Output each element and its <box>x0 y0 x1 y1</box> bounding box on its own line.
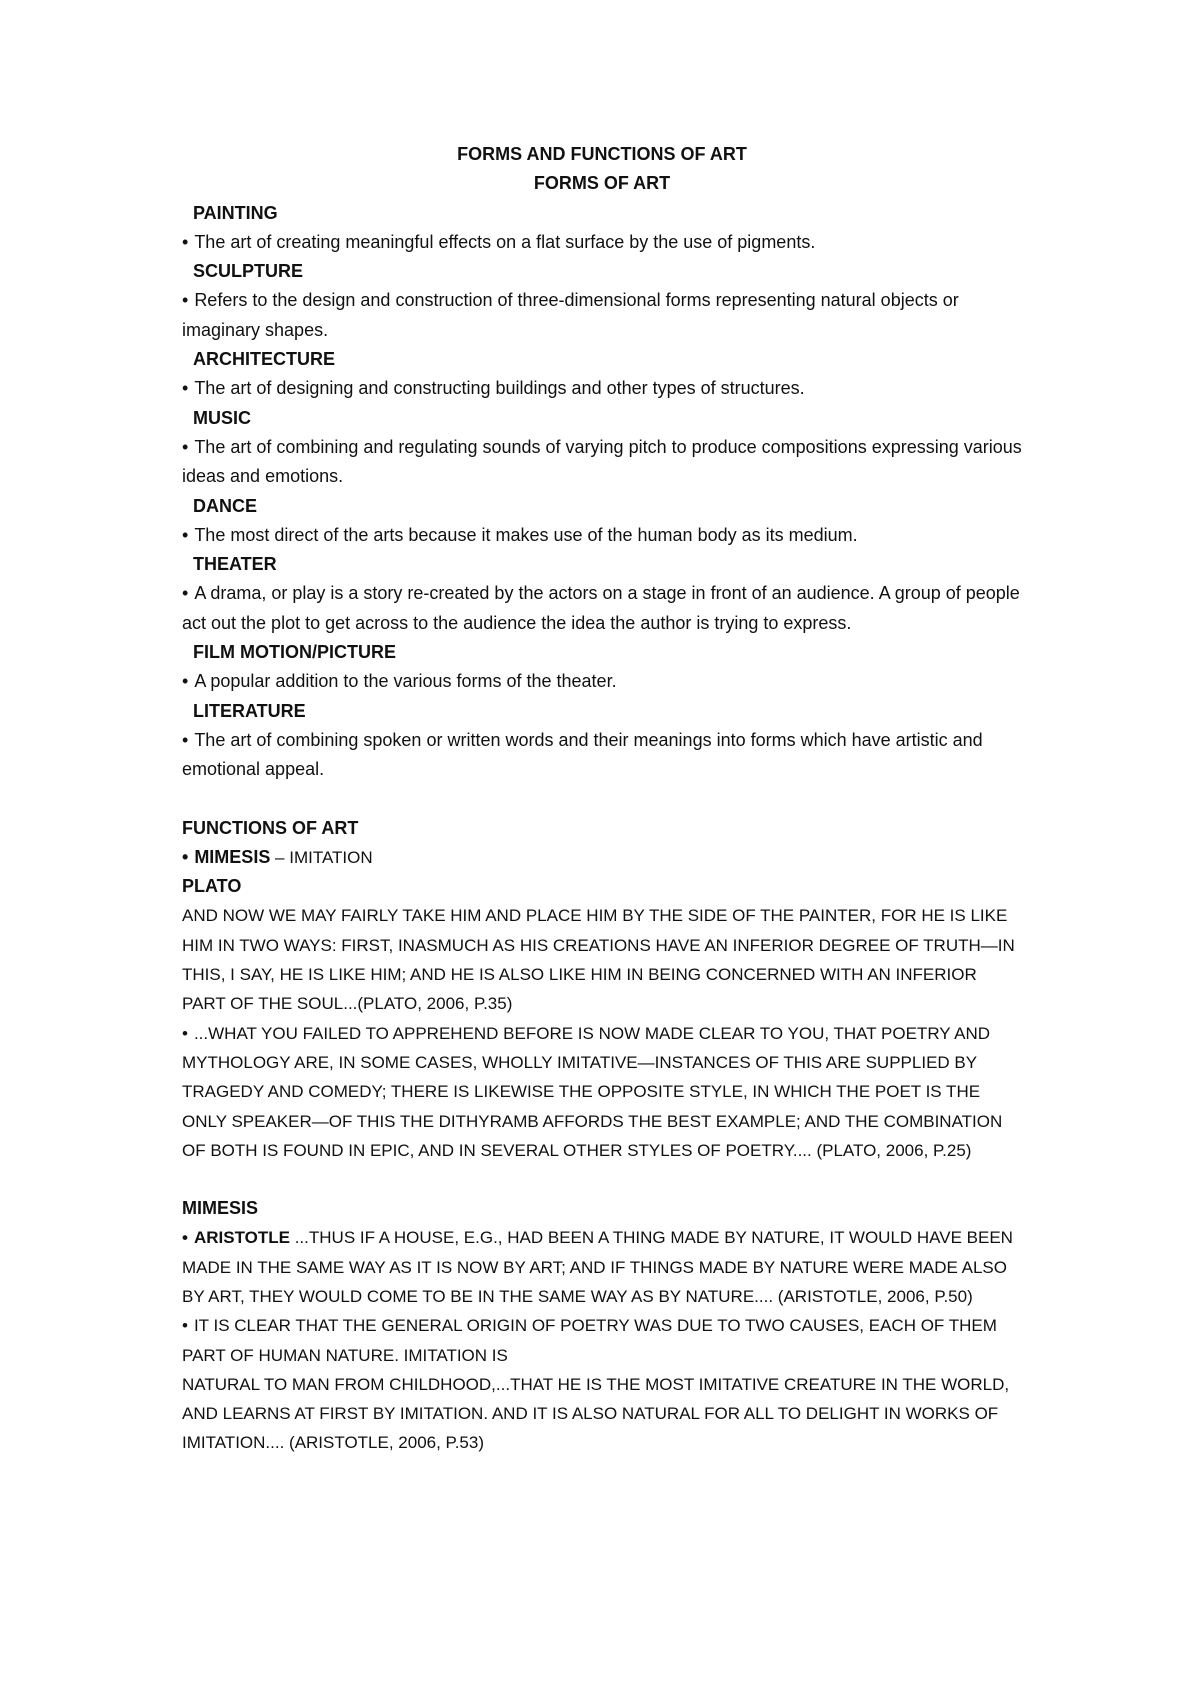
functions-heading: FUNCTIONS OF ART <box>182 817 359 838</box>
form-heading-architecture: ARCHITECTURE <box>193 349 335 370</box>
bullet-icon: • <box>182 524 189 545</box>
forms-list <box>182 199 1022 785</box>
form-text-film: • A popular addition to the various forms of the theater. <box>182 671 617 692</box>
mimesis-label: MIMESIS <box>194 846 271 867</box>
form-text-dance: • The most direct of the arts because it makes use of the human body as its medium. <box>182 524 858 545</box>
form-text-painting: • The art of creating meaningful effects on a flat surface by the use of pigments. <box>182 231 816 252</box>
form-heading-theater: THEATER <box>193 554 277 575</box>
bullet-icon: • <box>182 231 189 252</box>
aristotle-quote-2a: • IT IS CLEAR THAT THE GENERAL ORIGIN OF POETRY WAS DUE TO TWO CAUSES, EACH OF THEM PART OF HUMAN NATURE. IMITATION IS <box>182 1316 997 1365</box>
mimesis-line <box>182 843 1022 872</box>
document-title: FORMS AND FUNCTIONS OF ART <box>457 144 747 164</box>
bullet-icon: • <box>182 436 189 457</box>
bullet-icon: • <box>182 583 189 604</box>
form-text-theater: • A drama, or play is a story re-created by the actors on a stage in front of an audience. A group of people act out the plot to get across to the audience the idea the author is trying to express. <box>182 583 1020 633</box>
bullet-icon: • <box>182 290 189 311</box>
bullet-icon: • <box>182 846 189 867</box>
bullet-icon: • <box>182 671 189 692</box>
mimesis-heading: MIMESIS <box>182 1198 259 1219</box>
form-text-sculpture: • Refers to the design and construction of three-dimensional forms representing natural objects or imaginary shapes. <box>182 290 959 340</box>
form-heading-music: MUSIC <box>193 407 251 428</box>
form-heading-film: FILM MOTION/PICTURE <box>193 642 396 663</box>
plato-quote-1: AND NOW WE MAY FAIRLY TAKE HIM AND PLACE HIM BY THE SIDE OF THE PAINTER, FOR HE IS LIKE HIM IN TWO WAYS: FIRST, INASMUCH AS HIS CREATIONS HAVE AN INFERIOR DEGREE OF TRUTH—IN THIS, I SAY, HE IS LIKE HIM; AND HE IS ALSO LIKE HIM IN BEING CONCERNED WITH AN INFERIOR PART OF THE SOUL...(PLATO, 2006, P.35) <box>182 906 1015 1014</box>
form-text-music: • The art of combining and regulating sounds of varying pitch to produce compositions expressing various ideas and emotions. <box>182 436 1022 487</box>
form-heading-literature: LITERATURE <box>193 700 306 721</box>
form-heading-painting: PAINTING <box>193 202 278 223</box>
document-page <box>182 140 1022 1458</box>
plato-quote-2: • ...WHAT YOU FAILED TO APPREHEND BEFORE IS NOW MADE CLEAR TO YOU, THAT POETRY AND MYTHOLOGY ARE, IN SOME CASES, WHOLLY IMITATIVE—INSTANCES OF THIS ARE SUPPLIED BY TRAGEDY AND COMEDY; THERE IS LIKEWISE THE OPPOSITE STYLE, IN WHICH THE POET IS THE ONLY SPEAKER—OF THIS THE DITHYRAMB AFFORDS THE BEST EXAMPLE; AND THE COMBINATION OF BOTH IS FOUND IN EPIC, AND IN SEVERAL OTHER STYLES OF POETRY.... (PLATO, 2006, P.25) <box>182 1023 1003 1160</box>
plato-heading: PLATO <box>182 876 242 897</box>
aristotle-quote-1: • ARISTOTLE ...THUS IF A HOUSE, E.G., HAD BEEN A THING MADE BY NATURE, IT WOULD HAVE BEEN MADE IN THE SAME WAY AS IT IS NOW BY ART; AND IF THINGS MADE BY NATURE WERE MADE ALSO BY ART, THEY WOULD COME TO BE IN THE SAME WAY AS BY NATURE.... (ARISTOTLE, 2006, P.50) <box>182 1228 1013 1306</box>
bullet-icon: • <box>182 729 189 750</box>
form-heading-sculpture: SCULPTURE <box>193 261 304 282</box>
bullet-icon: • <box>182 1228 188 1248</box>
bullet-icon: • <box>182 1316 188 1336</box>
form-heading-dance: DANCE <box>193 495 258 516</box>
form-text-architecture: • The art of designing and constructing buildings and other types of structures. <box>182 378 805 399</box>
bullet-icon: • <box>182 1023 188 1043</box>
form-text-literature: • The art of combining spoken or written words and their meanings into forms which have artistic and emotional appeal. <box>182 729 983 780</box>
aristotle-quote-2b: NATURAL TO MAN FROM CHILDHOOD,...THAT HE IS THE MOST IMITATIVE CREATURE IN THE WORLD, AND LEARNS AT FIRST BY IMITATION. AND IT IS ALSO NATURAL FOR ALL TO DELIGHT IN WORKS OF IMITATION.... (ARISTOTLE, 2006, P.53) <box>182 1374 1010 1453</box>
document-subtitle: FORMS OF ART <box>533 173 671 194</box>
aristotle-label: ARISTOTLE <box>193 1228 290 1248</box>
mimesis-section <box>182 1194 1022 1458</box>
bullet-icon: • <box>182 378 189 399</box>
mimesis-suffix: – IMITATION <box>270 847 373 867</box>
functions-section <box>182 814 1022 1166</box>
